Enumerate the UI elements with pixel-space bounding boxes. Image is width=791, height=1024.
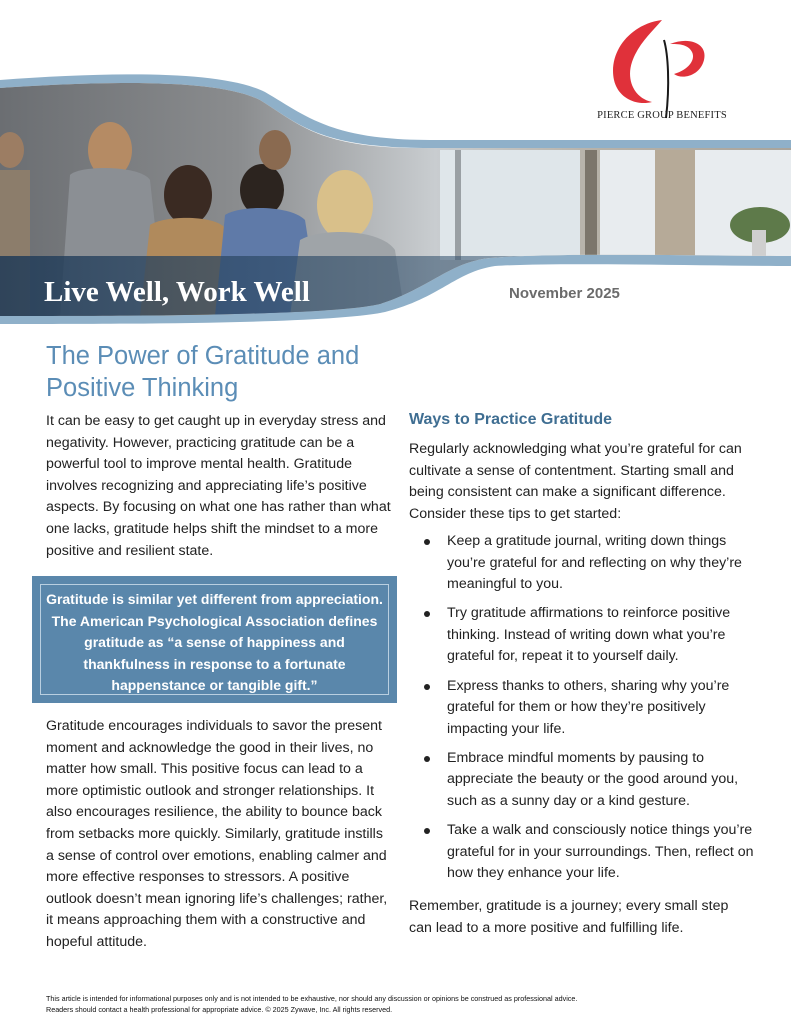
disclaimer-line-2: Readers should contact a health professional for appropriate advice. © 2025 Zywave, Inc. All rights reserved. — [46, 1005, 393, 1014]
tip-text: Embrace mindful moments by pausing to appreciate the beauty or the good around you, such as a sunny day or a kind gesture. — [447, 749, 739, 810]
bullet-icon — [424, 756, 430, 762]
tip-text: Try gratitude affirmations to reinforce positive thinking. Instead of writing down what you’re grateful for, repeat it to yourself daily. — [447, 605, 731, 665]
list-item — [409, 820, 754, 885]
intro-paragraph: It can be easy to get caught up in everyday stress and negativity. However, practicing gratitude can be a powerful tool to improve mental health. Gratitude involves recognizing and appreciating life’s positive aspects. By focusing on what one has rather than what one lacks, gratitude helps shift the mindset to a more positive and resilient state. — [46, 413, 391, 559]
tip-text: Take a walk and consciously notice things you’re grateful for in your surroundings. Then, reflect on how they enhance your life. — [447, 822, 754, 882]
bullet-icon — [424, 611, 430, 617]
list-item — [409, 676, 754, 741]
tip-text: Express thanks to others, sharing why you’re grateful for them or how they’re positively impacting your life. — [447, 677, 730, 737]
issue-date: November 2025 — [509, 285, 620, 302]
newsletter-title: Live Well, Work Well — [44, 276, 310, 308]
closing-paragraph: Remember, gratitude is a journey; every small step can lead to a more positive and fulfilling life. — [409, 898, 729, 936]
callout-text: Gratitude is similar yet different from appreciation. The American Psychological Association defines gratitude as “a sense of happiness and thankfulness in response to a fortunate happenstance or tangible gift.” — [46, 591, 383, 693]
section-heading: Ways to Practice Gratitude — [409, 411, 613, 428]
section-intro: Regularly acknowledging what you’re grateful for can cultivate a sense of contentment. Starting small and being consistent can make a significant difference. Consider these tips to get started: — [409, 441, 742, 522]
article-title: The Power of Gratitude and Positive Thinking — [46, 342, 360, 402]
tip-text: Keep a gratitude journal, writing down things you’re grateful for and reflecting on why they’re meaningful to you. — [447, 533, 742, 593]
callout-box — [32, 576, 397, 703]
bullet-icon — [424, 828, 430, 834]
body-paragraph: Gratitude encourages individuals to savor the present moment and acknowledge the good in their lives, no matter how small. This positive focus can lead to a more optimistic outlook and stronger relationships. It also encourages resilience, the ability to bounce back from setbacks more quickly. Similarly, gratitude instills a sense of control over emotions, enabling calmer and more effective responses to stressors. A positive outlook doesn’t mean ignoring life’s challenges; rather, it means approaching them with a constructive and hopeful attitude. — [46, 718, 388, 950]
disclaimer — [46, 993, 746, 1015]
list-item — [409, 603, 754, 668]
list-item — [409, 748, 754, 813]
brand-name: PIERCE GROUP BENEFITS — [597, 110, 727, 121]
tips-list — [409, 531, 754, 892]
callout-border — [40, 584, 389, 695]
disclaimer-line-1: This article is intended for informational purposes only and is not intended to be exhaustive, nor should any discussion or opinions be construed as professional advice. — [46, 994, 578, 1003]
pierce-logo-mark — [600, 14, 730, 124]
list-item — [409, 531, 754, 596]
bullet-icon — [424, 539, 430, 545]
bullet-icon — [424, 684, 430, 690]
